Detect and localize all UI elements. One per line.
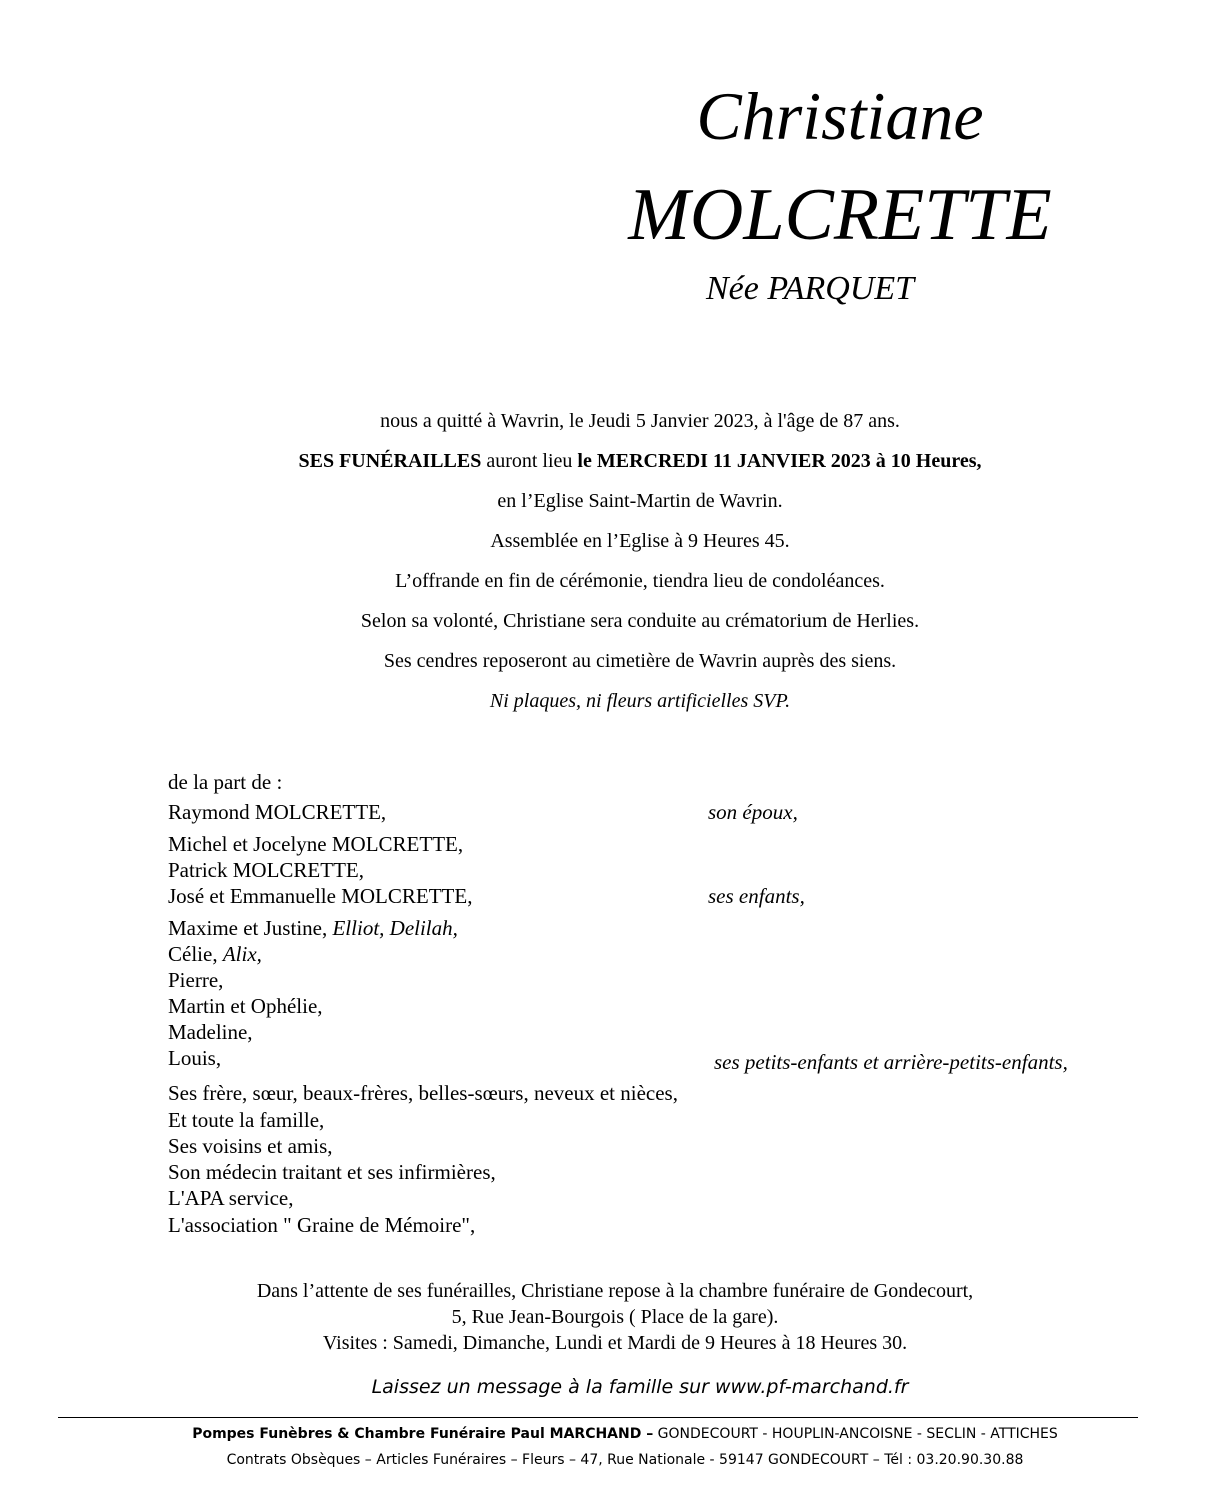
deceased-first-name: Christiane [696,78,984,154]
footer-contact-line: Contrats Obsèques – Articles Funéraires – Fleurs – 47, Rue Nationale - 59147 GONDECOURT – Tél : 03.20.90.30.88 [226,1452,1024,1468]
funeral-heading: SES FUNÉRAILLES [298,450,482,472]
church-line: en l’Eglise Saint-Martin de Wavrin. [497,490,783,512]
grandchild-name: Maxime et Justine, [168,916,333,940]
assembly-line: Assemblée en l’Eglise à 9 Heures 45. [490,530,790,552]
grandchild-name: Madeline, [168,1020,253,1044]
grandchild-line [168,941,262,967]
deceased-last-name: MOLCRETTE [628,174,1052,256]
spouse-relation: son époux, [708,800,798,824]
family-intro: de la part de : [168,770,283,794]
great-grandchild-name: Elliot, Delilah, [332,916,458,940]
crematorium-line: Selon sa volonté, Christiane sera conduite au crématorium de Herlies. [360,610,920,632]
footer-company-line [60,1424,1190,1444]
visiting-hours: Visites : Samedi, Dimanche, Lundi et Mardi de 9 Heures à 18 Heures 30. [322,1332,908,1354]
footer-company: Pompes Funèbres & Chambre Funéraire Paul MARCHAND – [192,1426,654,1442]
spouse-name: Raymond MOLCRETTE, [168,800,387,824]
grandchildren-relation: ses petits-enfants et arrière-petits-enfants, [714,1050,1068,1074]
grandchild-line [168,915,458,941]
other-mourners: Ses frère, sœur, beaux-frères, belles-sœurs, neveux et nièces, [168,1081,678,1105]
child-name: José et Emmanuelle MOLCRETTE, [168,884,473,908]
message-link[interactable]: Laissez un message à la famille sur www.pf-marchand.fr [371,1376,909,1398]
grandchild-name: Louis, [168,1046,222,1070]
death-notice-line: nous a quitté à Wavrin, le Jeudi 5 Janvier 2023, à l'âge de 87 ans. [380,410,900,432]
great-grandchild-name: Alix, [222,942,262,966]
offering-line: L’offrande en fin de cérémonie, tiendra lieu de condoléances. [395,570,885,592]
other-mourners: Son médecin traitant et ses infirmières, [168,1160,496,1184]
ashes-line: Ses cendres reposeront au cimetière de Wavrin auprès des siens. [383,650,897,672]
grandchild-name: Pierre, [168,968,224,992]
funeral-home-line: Dans l’attente de ses funérailles, Christiane repose à la chambre funéraire de Gondecourt, [256,1280,974,1302]
footer-divider [58,1417,1138,1418]
grandchild-name: Martin et Ophélie, [168,994,323,1018]
child-name: Patrick MOLCRETTE, [168,858,364,882]
children-relation: ses enfants, [708,884,805,908]
child-name: Michel et Jocelyne MOLCRETTE, [168,832,464,856]
other-mourners: L'APA service, [168,1186,294,1210]
funeral-connector: auront lieu [481,450,578,472]
maiden-name: Née PARQUET [705,270,915,307]
flowers-note: Ni plaques, ni fleurs artificielles SVP. [489,690,791,712]
funeral-home-address: 5, Rue Jean-Bourgois ( Place de la gare). [451,1306,779,1328]
grandchild-name: Célie, [168,942,223,966]
other-mourners: Ses voisins et amis, [168,1134,333,1158]
other-mourners: Et toute la famille, [168,1108,325,1132]
footer-locations: GONDECOURT - HOUPLIN-ANCOISNE - SECLIN - ATTICHES [653,1426,1058,1442]
other-mourners: L'association " Graine de Mémoire", [168,1213,476,1237]
funeral-date-line [60,449,1214,473]
funeral-date: le MERCREDI 11 JANVIER 2023 à 10 Heures, [577,450,982,472]
